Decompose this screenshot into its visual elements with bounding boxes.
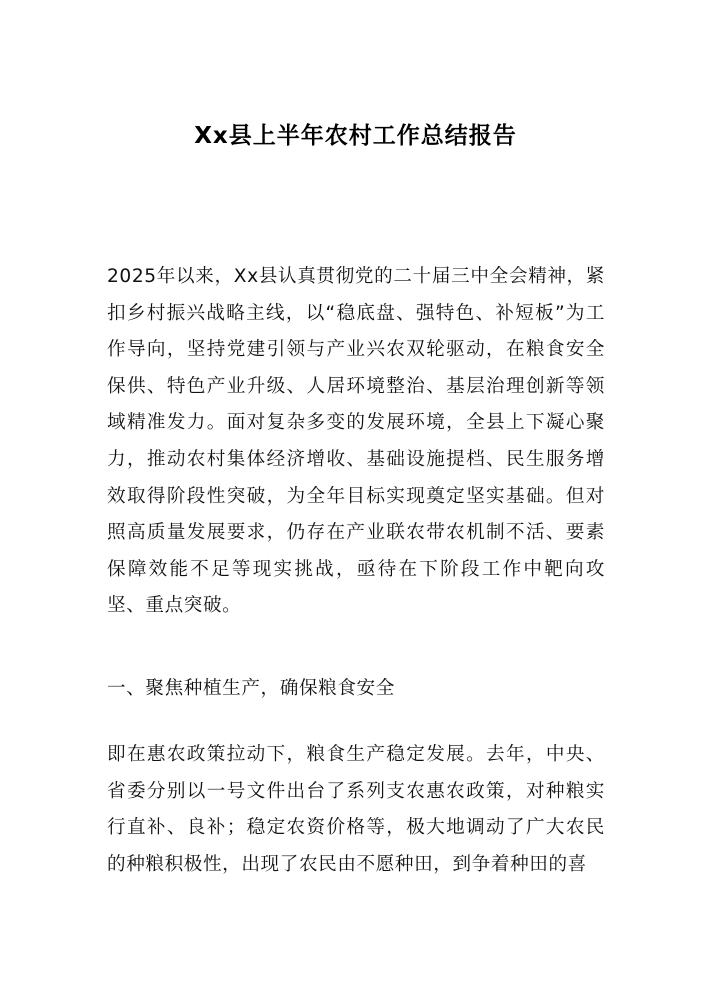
section-paragraph: 即在惠农政策拉动下，粮食生产稳定发展。去年，中央、省委分别以一号文件出台了系列支农惠农政策，对种粮实行直补、良补；稳定农资价格等，极大地调动了广大农民的种粮积极性，出现了农民由不愿种田，到争着种田的喜 (107, 744, 605, 875)
section-heading: 一、聚焦种植生产，确保粮食安全 (107, 678, 395, 699)
intro-paragraph: 2025年以来，Xx县认真贯彻党的二十届三中全会精神，紧扣乡村振兴战略主线，以“稳底盘、强特色、补短板”为工作导向，坚持党建引领与产业兴农双轮驱动，在粮食安全保供、特色产业升级、人居环境整治、基层治理创新等领域精准发力。面对复杂多变的发展环境，全县上下凝心聚力，推动农村集体经济增收、基础设施提档、民生服务增效取得阶段性突破，为全年目标实现奠定坚实基础。但对照高质量发展要求，仍存在产业联农带农机制不活、要素保障效能不足等现实挑战，亟待在下阶段工作中靶向攻坚、重点突破。 (107, 266, 605, 617)
document-title: Xx县上半年农村工作总结报告 (194, 123, 517, 149)
